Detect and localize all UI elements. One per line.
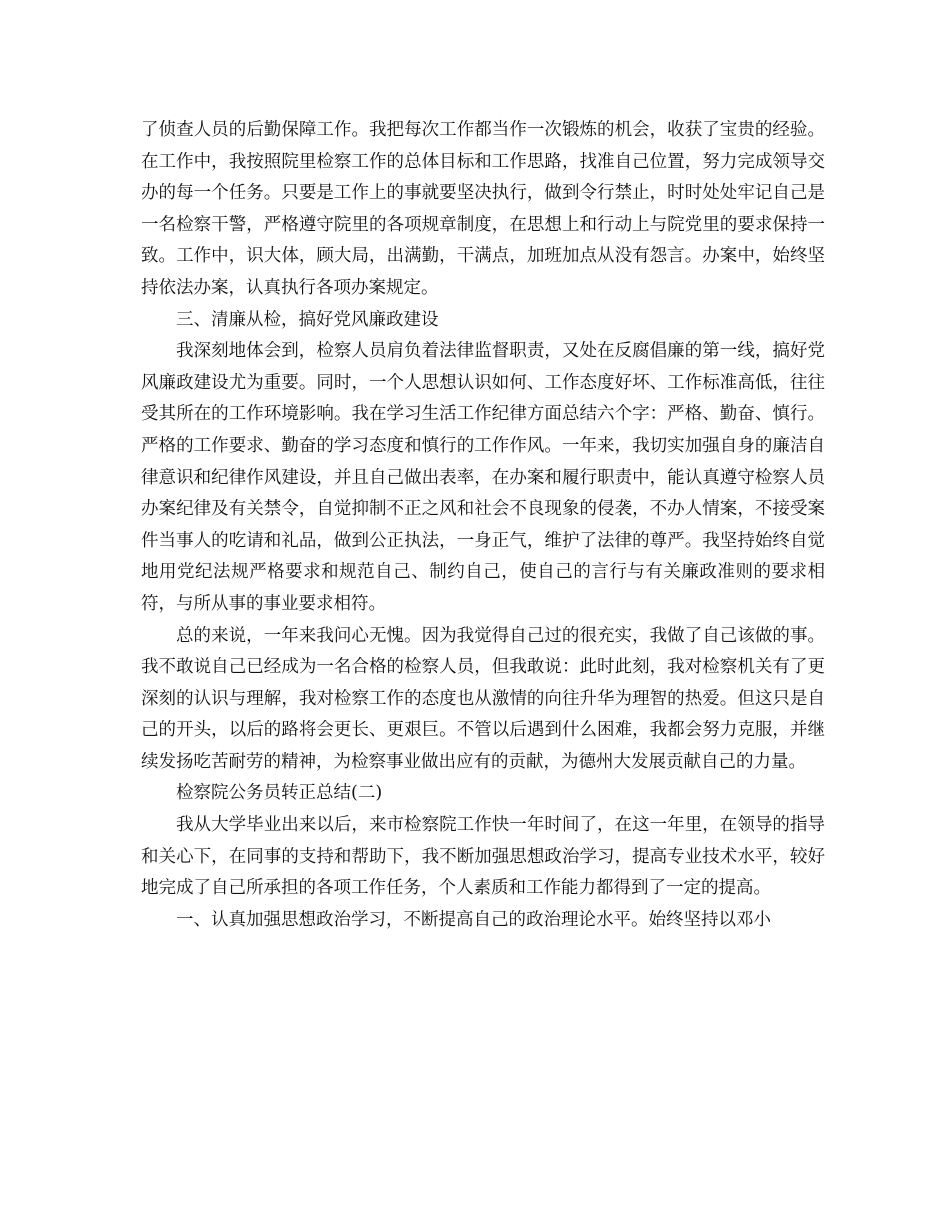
section-heading-three: 三、清廉从检，搞好党风廉政建设: [176, 309, 439, 330]
paragraph-continued: 了侦查人员的后勤保障工作。我把每次工作都当作一次锻炼的机会，收获了宝贵的经验。在工作中，我按照院里检察工作的总体目标和工作思路，找准自己位置，努力完成领导交办的每一个任务。只要是工作上的事就要坚决执行，做到令行禁止，时时处处牢记自己是一名检察干警，严格遵守院里的各项规章制度，在思想上和行动上与院党里的要求保持一致。工作中，识大体，顾大局，出满勤，干满点，加班加点从没有怨言。办案中，始终坚持依法办案，认真执行各项办案规定。: [141, 120, 825, 298]
paragraph-intro: 我从大学毕业出来以后，来市检察院工作快一年时间了，在这一年里，在领导的指导和关心下，在同事的支持和帮助下，我不断加强思想政治学习，提高专业技术水平，较好地完成了自己所承担的各项工作任务，个人素质和工作能力都得到了一定的提高。: [141, 815, 825, 899]
paragraph-section-one: 一、认真加强思想政治学习，不断提高自己的政治理论水平。始终坚持以邓小: [176, 909, 771, 930]
document-body: [141, 115, 825, 936]
paragraph-integrity: 我深刻地体会到，检察人员肩负着法律监督职责，又处在反腐倡廉的第一线，搞好党风廉政建设尤为重要。同时，一个人思想认识如何、工作态度好坏、工作标准高低，往往受其所在的工作环境影响。我在学习生活工作纪律方面总结六个字：严格、勤奋、慎行。严格的工作要求、勤奋的学习态度和慎行的工作作风。一年来，我切实加强自身的廉洁自律意识和纪律作风建设，并且自己做出表率，在办案和履行职责中，能认真遵守检察人员办案纪律及有关禁令，自觉抑制不正之风和社会不良现象的侵袭，不办人情案，不接受案件当事人的吃请和礼品，做到公正执法，一身正气，维护了法律的尊严。我坚持始终自觉地用党纪法规严格要求和规范自己、制约自己，使自己的言行与有关廉政准则的要求相符，与所从事的事业要求相符。: [141, 341, 825, 614]
paragraph-summary: 总的来说，一年来我问心无愧。因为我觉得自己过的很充实，我做了自己该做的事。我不敢说自己已经成为一名合格的检察人员，但我敢说：此时此刻，我对检察机关有了更深刻的认识与理解，我对检察工作的态度也从激情的向往升华为理智的热爱。但这只是自己的开头，以后的路将会更长、更艰巨。不管以后遇到什么困难，我都会努力克服，并继续发扬吃苦耐劳的精神，为检察事业做出应有的贡献，为德州大发展贡献自己的力量。: [141, 625, 825, 772]
document-subtitle: 检察院公务员转正总结(二): [176, 783, 383, 804]
